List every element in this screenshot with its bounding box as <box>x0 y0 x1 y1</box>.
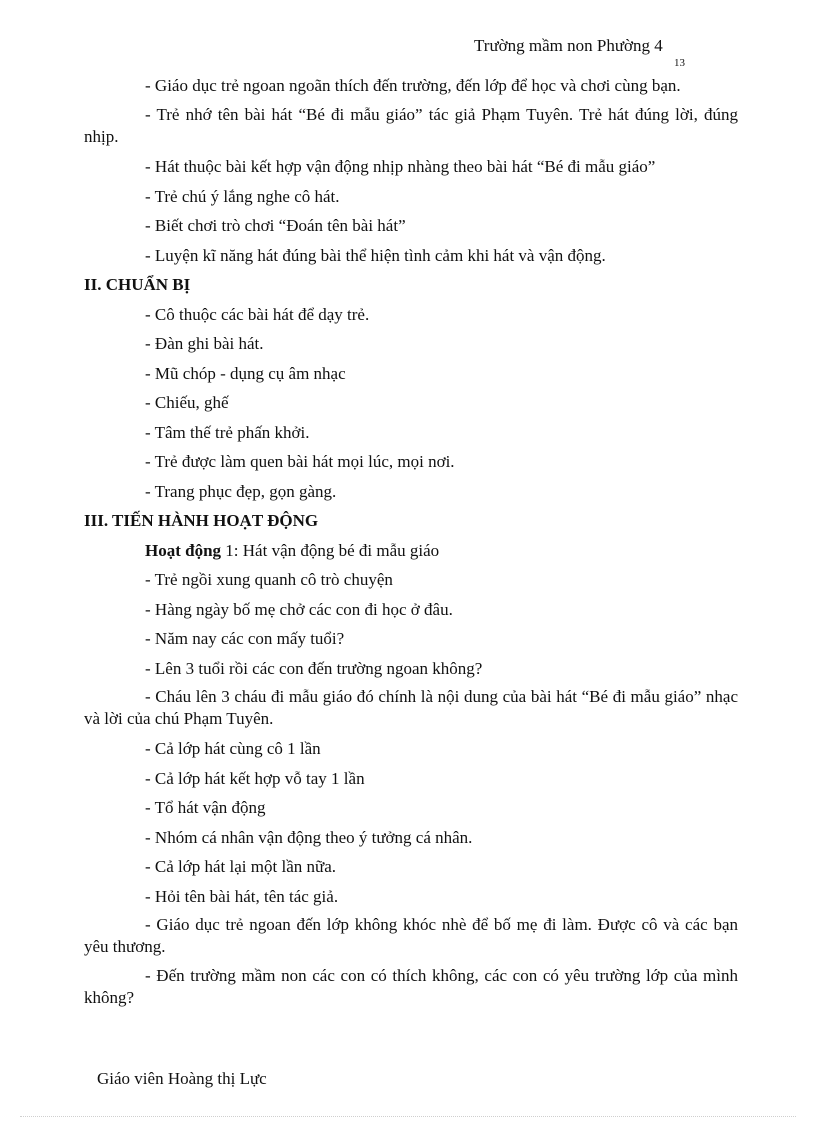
section-heading-preparation: II. CHUẨN BỊ <box>84 275 191 294</box>
list-item: - Nhóm cá nhân vận động theo ý tưởng cá nhân. <box>145 827 473 847</box>
footer-teacher-name: Giáo viên Hoàng thị Lực <box>97 1069 267 1088</box>
list-item: - Chiếu, ghế <box>145 393 229 412</box>
list-item: - Mũ chóp - dụng cụ âm nhạc <box>145 363 346 383</box>
list-item: - Tổ hát vận động <box>145 798 266 817</box>
list-item: - Năm nay các con mấy tuổi? <box>145 629 345 648</box>
paragraph: - Giáo dục trẻ ngoan ngoãn thích đến trường, đến lớp để học và chơi cùng bạn. <box>145 76 681 95</box>
list-item: - Trang phục đẹp, gọn gàng. <box>145 481 337 501</box>
header-school-name: Trường mầm non Phường 4 <box>474 36 663 55</box>
list-item: - Cả lớp hát kết hợp vỗ tay 1 lần <box>145 768 365 788</box>
paragraph: - Trẻ chú ý lắng nghe cô hát. <box>145 186 340 206</box>
page-bottom-divider <box>20 1116 796 1117</box>
activity-label: Hoạt động <box>145 540 222 560</box>
paragraph: - Biết chơi trò chơi “Đoán tên bài hát” <box>145 216 406 235</box>
paragraph: - Hát thuộc bài kết hợp vận động nhịp nhàng theo bài hát “Bé đi mẫu giáo” <box>145 157 656 176</box>
list-item: - Cả lớp hát lại một lần nữa. <box>145 857 336 876</box>
page-number: 13 <box>674 57 685 69</box>
activity-title <box>84 539 738 569</box>
activity-description: 1: Hát vận động bé đi mẫu giáo <box>221 540 440 560</box>
list-item: - Cháu lên 3 cháu đi mẫu giáo đó chính là nội dung của bài hát “Bé đi mẫu giáo” nhạc và lời của chú Phạm Tuyên. <box>84 687 738 728</box>
list-item: - Hỏi tên bài hát, tên tác giả. <box>145 886 339 906</box>
section-heading-activities: III. TIẾN HÀNH HOẠT ĐỘNG <box>84 511 319 530</box>
list-item: - Đàn ghi bài hát. <box>145 334 264 353</box>
paragraph: - Trẻ nhớ tên bài hát “Bé đi mẫu giáo” tác giả Phạm Tuyên. Trẻ hát đúng lời, đúng nhịp. <box>84 105 738 146</box>
document-body <box>84 75 738 1016</box>
list-item: - Trẻ ngồi xung quanh cô trò chuyện <box>145 570 393 589</box>
list-item: - Cô thuộc các bài hát để dạy trẻ. <box>145 304 370 324</box>
paragraph: - Luyện kĩ năng hát đúng bài thể hiện tình cảm khi hát và vận động. <box>145 245 606 265</box>
list-item: - Lên 3 tuổi rồi các con đến trường ngoan không? <box>145 658 483 678</box>
list-item: - Trẻ được làm quen bài hát mọi lúc, mọi nơi. <box>145 452 455 471</box>
list-item: - Đến trường mầm non các con có thích không, các con có yêu trường lớp của mình không? <box>84 966 738 1007</box>
list-item: - Tâm thế trẻ phấn khởi. <box>145 422 310 442</box>
list-item: - Giáo dục trẻ ngoan đến lớp không khóc nhè để bố mẹ đi làm. Được cô và các bạn yêu thương. <box>84 915 738 956</box>
list-item: - Hàng ngày bố mẹ chở các con đi học ở đâu. <box>145 599 453 619</box>
list-item: - Cả lớp hát cùng cô 1 lần <box>145 739 321 758</box>
